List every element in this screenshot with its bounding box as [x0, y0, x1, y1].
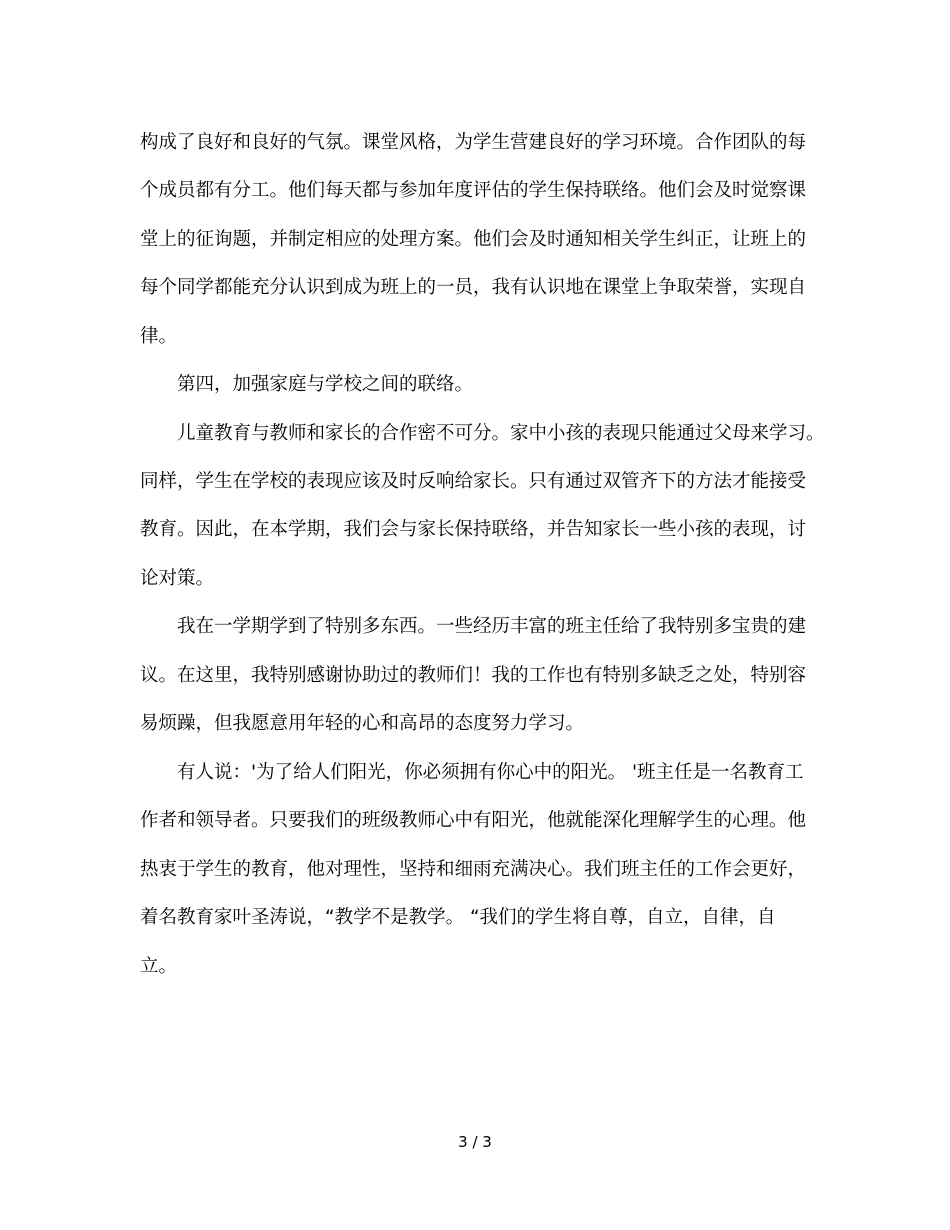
paragraph-line: 议。在这里，我特别感谢协助过的教师们！我的工作也有特别多缺乏之处，特别容	[140, 665, 807, 686]
paragraph-line: 同样，学生在学校的表现应该及时反响给家长。只有通过双管齐下的方法才能接受	[140, 471, 807, 492]
paragraph-line: 构成了良好和良好的气氛。课堂风格，为学生营建良好的学习环境。合作团队的每	[140, 132, 807, 153]
paragraph-line: 堂上的征询题，并制定相应的处理方案。他们会及时通知相关学生纠正，让班上的	[140, 229, 807, 250]
paragraph-line: 律。	[140, 326, 178, 347]
paragraph-line: 有人说：'为了给人们阳光，你必须拥有你心中的阳光。 '班主任是一名教育工	[177, 762, 804, 783]
paragraph-line: 立。	[140, 956, 178, 977]
paragraph-line: 着名教育家叶圣涛说，“教学不是教学。 “我们的学生将自尊，自立，自律，自	[140, 907, 776, 928]
paragraph-line: 论对策。	[140, 568, 215, 589]
paragraph-line: 作者和领导者。只要我们的班级教师心中有阳光，他就能深化理解学生的心理。他	[140, 810, 807, 831]
page-number: 3 / 3	[458, 1133, 492, 1151]
paragraph-line: 热衷于学生的教育，他对理性，坚持和细雨充满决心。我们班主任的工作会更好，	[140, 859, 807, 880]
paragraph-line: 我在一学期学到了特别多东西。一些经历丰富的班主任给了我特别多宝贵的建	[177, 616, 807, 637]
section-heading: 第四，加强家庭与学校之间的联络。	[177, 374, 474, 395]
paragraph-line: 个成员都有分工。他们每天都与参加年度评估的学生保持联络。他们会及时觉察课	[140, 180, 807, 201]
paragraph-line: 易烦躁，但我愿意用年轻的心和高昂的态度努力学习。	[140, 713, 585, 734]
paragraph-line: 教育。因此，在本学期，我们会与家长保持联络，并告知家长一些小孩的表现，讨	[140, 519, 807, 540]
paragraph-line: 儿童教育与教师和家长的合作密不可分。家中小孩的表现只能通过父母来学习。	[177, 423, 825, 444]
paragraph-line: 每个同学都能充分认识到成为班上的一员，我有认识地在课堂上争取荣誉，实现自	[140, 277, 807, 298]
